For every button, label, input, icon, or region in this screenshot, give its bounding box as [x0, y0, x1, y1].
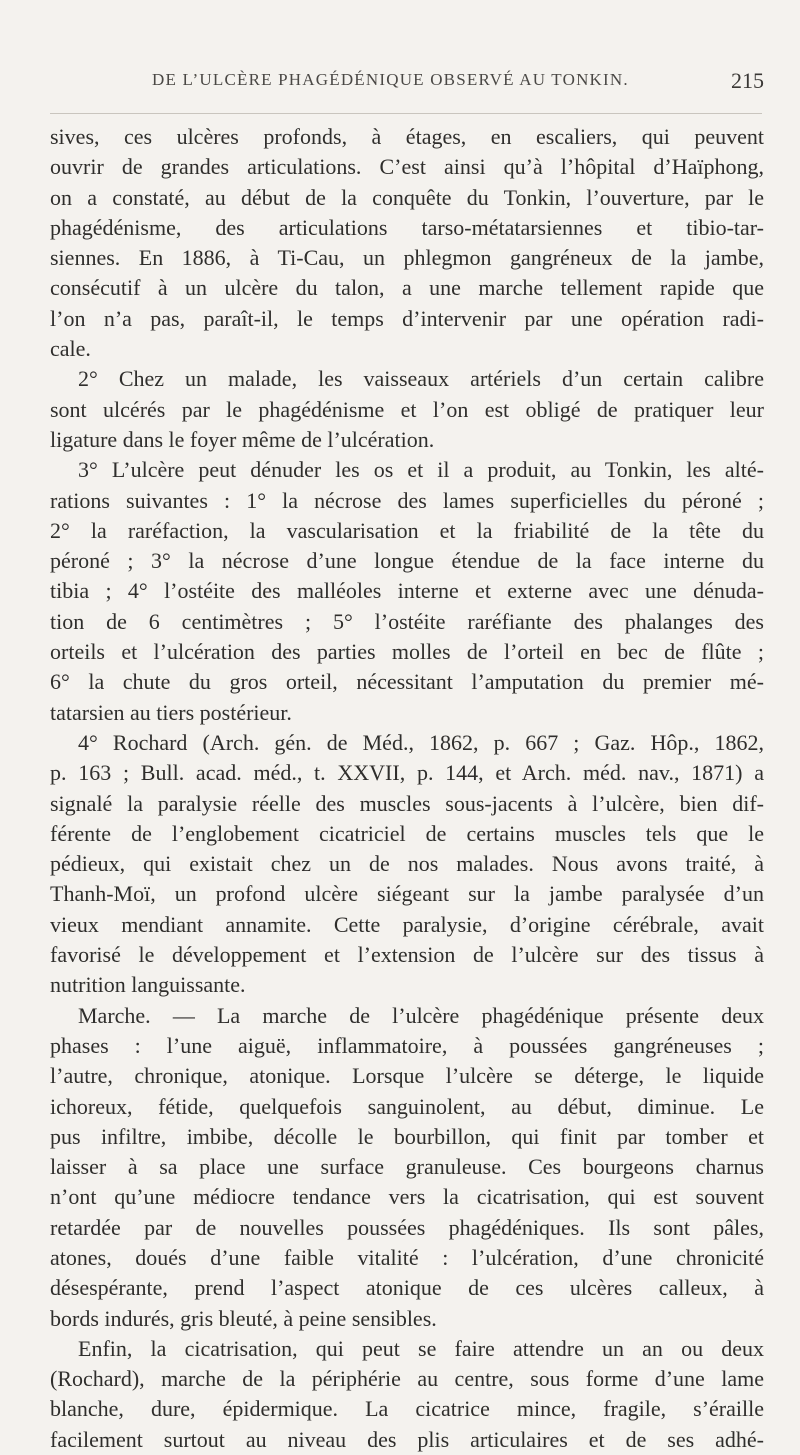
text-line: 2° la raréfaction, la vascularisation et la friabilité de la tête du [50, 517, 764, 543]
text-line: l’autre, chronique, atonique. Lorsque l’ulcère se déterge, le liquide [50, 1063, 764, 1089]
paragraph-continuation [50, 122, 764, 364]
body-text [50, 122, 764, 1455]
header-rule [50, 113, 762, 114]
text-line: phases : l’une aiguë, inflammatoire, à poussées gangréneuses ; [50, 1032, 764, 1058]
paragraph-enfin [50, 1334, 764, 1455]
text-line: Enfin, la cicatrisation, qui peut se faire attendre un an ou deux [78, 1335, 764, 1361]
text-line: 6° la chute du gros orteil, nécessitant l’amputation du premier mé- [50, 669, 764, 695]
text-line: 2° Chez un malade, les vaisseaux artériels d’un certain calibre [78, 366, 764, 392]
text-line: favorisé le développement et l’extension de l’ulcère sur des tissus à [50, 942, 764, 968]
text-line: orteils et l’ulcération des parties molles de l’orteil en bec de flûte ; [50, 639, 764, 665]
text-line: pus infiltre, imbibe, décolle le bourbillon, qui finit par tomber et [50, 1123, 764, 1149]
text-line: (Rochard), marche de la périphérie au centre, sous forme d’une lame [50, 1366, 764, 1392]
text-line: ichoreux, fétide, quelquefois sanguinolent, au début, diminue. Le [50, 1093, 764, 1119]
text-line: phagédénisme, des articulations tarso-métatarsiennes et tibio-tar- [50, 214, 764, 240]
text-line: l’on n’a pas, paraît-il, le temps d’intervenir par une opération radi- [50, 305, 764, 331]
text-line: pédieux, qui existait chez un de nos malades. Nous avons traité, à [50, 851, 764, 877]
text-line: n’ont qu’une médiocre tendance vers la cicatrisation, qui est souvent [50, 1184, 764, 1210]
text-line: vieux mendiant annamite. Cette paralysie, d’origine cérébrale, avait [50, 911, 764, 937]
text-line: signalé la paralysie réelle des muscles sous-jacents à l’ulcère, bien dif- [50, 790, 764, 816]
text-line: ligature dans le foyer même de l’ulcération. [50, 426, 435, 452]
text-line: blanche, dure, épidermique. La cicatrice mince, fragile, s’éraille [50, 1396, 764, 1422]
text-line: nutrition languissante. [50, 972, 246, 998]
paragraph-3 [50, 455, 764, 728]
text-line: atones, doués d’une faible vitalité : l’ulcération, d’une chronicité [50, 1244, 764, 1270]
page-number: 215 [731, 68, 764, 93]
text-line: retardée par de nouvelles poussées phagédéniques. Ils sont pâles, [50, 1214, 764, 1240]
text-line: cale. [50, 336, 91, 362]
text-line: laisser à sa place une surface granuleuse. Ces bourgeons charnus [50, 1154, 764, 1180]
text-line: p. 163 ; Bull. acad. méd., t. XXVII, p. 144, et Arch. méd. nav., 1871) a [50, 760, 764, 786]
text-line: sont ulcérés par le phagédénisme et l’on est obligé de pratiquer leur [50, 396, 764, 422]
text-line: facilement surtout au niveau des plis articulaires et de ses adhé- [50, 1426, 764, 1452]
running-title: DE L’ULCÈRE PHAGÉDÉNIQUE OBSERVÉ AU TONKIN. [152, 70, 629, 89]
text-line: tatarsien au tiers postérieur. [50, 699, 292, 725]
text-line: péroné ; 3° la nécrose d’une longue étendue de la face interne du [50, 548, 764, 574]
text-line: 4° Rochard (Arch. gén. de Méd., 1862, p. 667 ; Gaz. Hôp., 1862, [78, 729, 764, 755]
text-line: Thanh-Moï, un profond ulcère siégeant sur la jambe paralysée d’un [50, 881, 764, 907]
text-line: tibia ; 4° l’ostéite des malléoles interne et externe avec une dénuda- [50, 578, 764, 604]
text-line: Marche. — La marche de l’ulcère phagédénique présente deux [78, 1002, 764, 1028]
text-line: férente de l’englobement cicatriciel de certains muscles tels que le [50, 820, 764, 846]
text-line: 3° L’ulcère peut dénuder les os et il a produit, au Tonkin, les alté- [78, 457, 764, 483]
paragraph-2 [50, 364, 764, 455]
text-line: consécutif à un ulcère du talon, a une marche tellement rapide que [50, 275, 764, 301]
text-line: ouvrir de grandes articulations. C’est ainsi qu’à l’hôpital d’Haïphong, [50, 154, 764, 180]
text-line: désespérante, prend l’aspect atonique de ces ulcères calleux, à [50, 1275, 764, 1301]
text-line: on a constaté, au début de la conquête du Tonkin, l’ouverture, par le [50, 184, 764, 210]
text-line: rations suivantes : 1° la nécrose des lames superficielles du péroné ; [50, 487, 764, 513]
text-line: bords indurés, gris bleuté, à peine sensibles. [50, 1305, 437, 1331]
paragraph-4 [50, 728, 764, 1001]
paragraph-marche [50, 1001, 764, 1334]
text-line: tion de 6 centimètres ; 5° l’ostéite raréfiante des phalanges des [50, 608, 764, 634]
running-header [52, 70, 764, 100]
text-line: sives, ces ulcères profonds, à étages, en escaliers, qui peuvent [50, 124, 764, 149]
text-line: siennes. En 1886, à Ti-Cau, un phlegmon gangréneux de la jambe, [50, 245, 764, 271]
